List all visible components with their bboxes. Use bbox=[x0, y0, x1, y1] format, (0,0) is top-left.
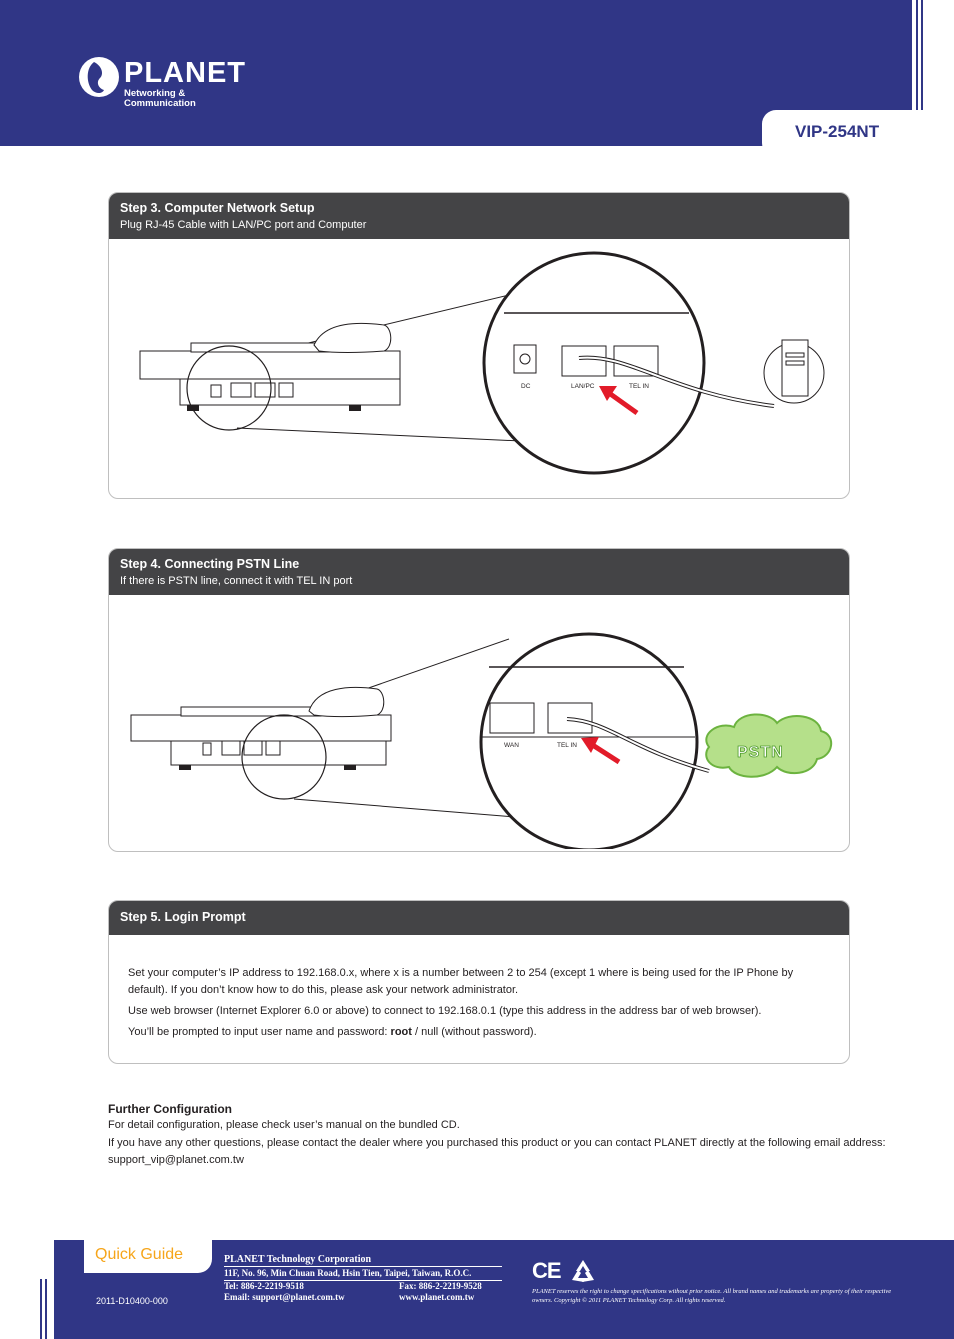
step3-zoom-circle bbox=[484, 253, 774, 473]
corporate-info bbox=[224, 1254, 502, 1303]
header-deco-line bbox=[916, 0, 918, 110]
step5-para3-post: / null (without password). bbox=[411, 1026, 537, 1038]
planet-logo bbox=[78, 56, 258, 109]
footer-deco-line bbox=[45, 1279, 47, 1339]
step5-header bbox=[109, 901, 849, 935]
computer-icon bbox=[764, 340, 824, 403]
port-label-telin: TEL IN bbox=[629, 383, 649, 390]
ce-mark-icon: CE bbox=[532, 1258, 561, 1283]
planet-globe-icon bbox=[78, 56, 120, 98]
step5-title: Step 5. Login Prompt bbox=[120, 910, 246, 924]
step5-panel bbox=[108, 900, 850, 1064]
step3-panel bbox=[108, 192, 850, 499]
step5-username: root bbox=[390, 1026, 412, 1038]
header-deco-line bbox=[921, 0, 923, 110]
step5-para3-pre: You’ll be prompted to input user name and password: bbox=[128, 1026, 391, 1038]
pstn-cloud-icon bbox=[706, 714, 831, 776]
corp-name: PLANET Technology Corporation bbox=[224, 1254, 372, 1265]
step4-illustration bbox=[109, 599, 849, 849]
step4-title: Step 4. Connecting PSTN Line bbox=[120, 557, 300, 571]
ip-phone-icon bbox=[131, 687, 391, 770]
step4-subtitle: If there is PSTN line, connect it with TEL IN port bbox=[120, 575, 353, 587]
corp-fax: Fax: 886-2-2219-9528 bbox=[399, 1281, 482, 1291]
further-line1: For detail configuration, please check user’s manual on the bundled CD. bbox=[108, 1119, 460, 1131]
recycle-icon bbox=[568, 1258, 598, 1284]
legal-notice: PLANET reserves the right to change specifications without prior notice. All brand names and trademarks are property of their respective owners. Copyright © 2011 PLANET Technology Corp. All rights reserved. bbox=[532, 1288, 892, 1304]
port-label-dc: DC bbox=[521, 383, 531, 390]
step3-subtitle: Plug RJ-45 Cable with LAN/PC port and Computer bbox=[120, 219, 367, 231]
corp-tel: Tel: 886-2-2219-9518 bbox=[224, 1281, 304, 1291]
step5-para3 bbox=[128, 1024, 818, 1041]
further-line2: If you have any other questions, please contact the dealer where you purchased this product or you can contact PLANET directly at the following email address: support_vip@planet.com.tw bbox=[108, 1136, 886, 1166]
pstn-cloud-label: PSTN bbox=[737, 744, 784, 761]
step3-title: Step 3. Computer Network Setup bbox=[120, 201, 315, 215]
model-name: VIP-254NT bbox=[795, 122, 880, 141]
brand-name: PLANET bbox=[124, 57, 246, 89]
step3-illustration bbox=[109, 243, 849, 493]
port-label-telin: TEL IN bbox=[557, 742, 577, 749]
footer-deco-line bbox=[40, 1279, 42, 1339]
further-configuration bbox=[108, 1101, 888, 1170]
brand-tagline: Networking & Communication bbox=[124, 88, 196, 109]
step4-panel bbox=[108, 548, 850, 852]
step3-header bbox=[109, 193, 849, 239]
port-label-wan: WAN bbox=[504, 742, 519, 749]
corp-address: 11F, No. 96, Min Chuan Road, Hsin Tien, Taipei, Taiwan, R.O.C. bbox=[224, 1268, 472, 1278]
further-title: Further Configuration bbox=[108, 1102, 232, 1116]
step4-header bbox=[109, 549, 849, 595]
corp-email: Email: support@planet.com.tw bbox=[224, 1292, 345, 1302]
step5-para2: Use web browser (Internet Explorer 6.0 or above) to connect to 192.168.0.1 (type this address in the address bar of web browser). bbox=[128, 1005, 762, 1017]
port-label-lan: LAN/PC bbox=[571, 383, 595, 390]
quick-guide-label: Quick Guide bbox=[95, 1246, 184, 1263]
step5-para1: Set your computer’s IP address to 192.168.0.x, where x is a number between 2 to 254 (except 1 where is being used for the IP Phone by default). If you don’t know how to do this, please ask your network administrator. bbox=[128, 967, 794, 996]
corp-web: www.planet.com.tw bbox=[399, 1292, 475, 1302]
document-code: 2011-D10400-000 bbox=[96, 1296, 168, 1306]
step5-body bbox=[128, 965, 818, 1045]
